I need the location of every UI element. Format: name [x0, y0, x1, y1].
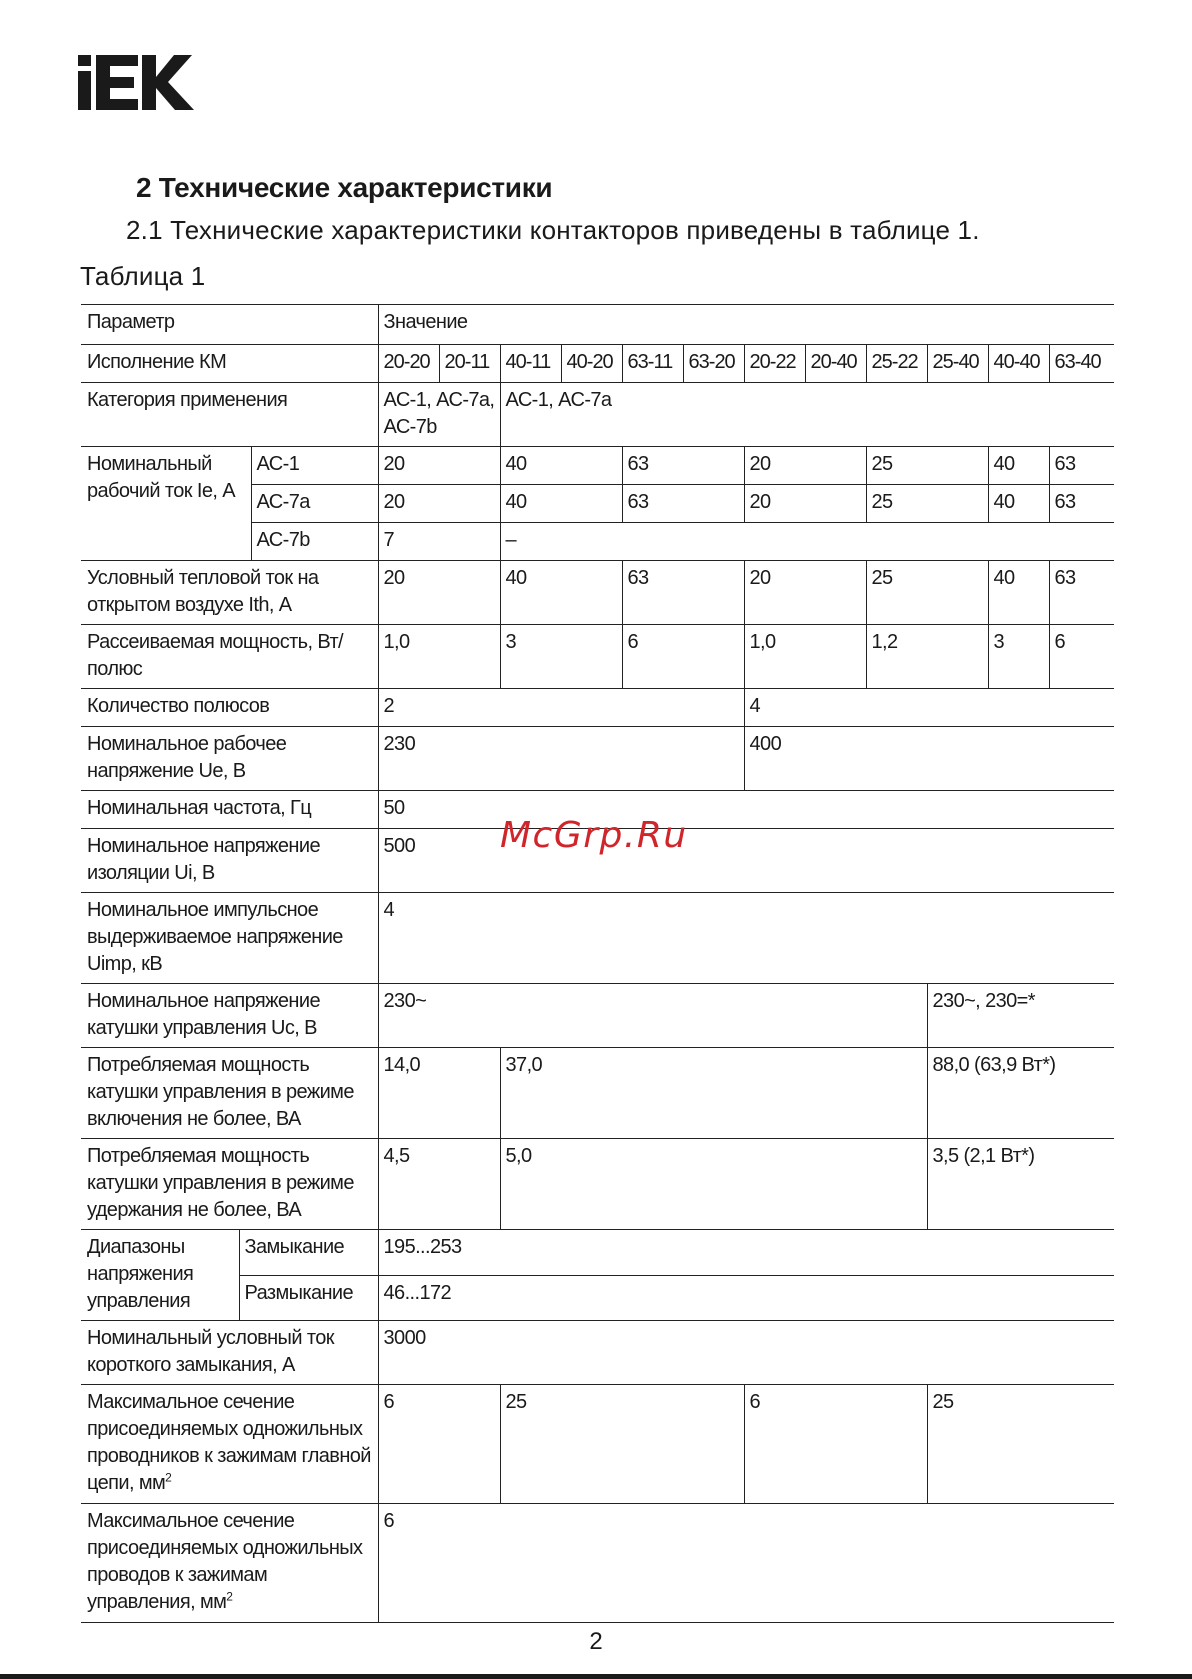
holding-power-row	[81, 1139, 1114, 1230]
control-wire-label	[81, 1504, 378, 1623]
version-cell: 63-40	[1049, 345, 1114, 383]
section-title: 2 Технические характеристики	[136, 172, 553, 203]
version-cell: 20-11	[439, 345, 500, 383]
value-cell: 63	[1049, 561, 1114, 625]
inrush-power-row	[81, 1048, 1114, 1139]
value-cell: 40	[988, 447, 1049, 485]
control-range-label: Диапазоны напряжения управления	[81, 1230, 239, 1321]
value-cell: 6	[1049, 625, 1114, 689]
version-cell: 63-11	[622, 345, 683, 383]
version-cell: 40-40	[988, 345, 1049, 383]
value-cell: 20	[378, 561, 500, 625]
value-cell: 7	[378, 523, 500, 561]
header-param: Параметр	[81, 305, 378, 345]
rated-current-sub: АС-7b	[251, 523, 378, 561]
table-header-row	[81, 305, 1114, 345]
unit-superscript: 2	[226, 1589, 233, 1604]
value-cell: 1,2	[866, 625, 988, 689]
bottom-rule	[0, 1674, 1192, 1679]
value-cell: –	[500, 523, 1114, 561]
value-cell: 1,0	[744, 625, 866, 689]
versions-label: Исполнение КМ	[81, 345, 378, 383]
control-wire-row	[81, 1504, 1114, 1623]
value-cell: 20	[744, 485, 866, 523]
value-cell: 63	[1049, 485, 1114, 523]
value-cell: 5,0	[500, 1139, 927, 1230]
value-cell: 230	[378, 727, 744, 791]
impulse-voltage-row	[81, 893, 1114, 984]
value-cell: 4	[744, 689, 1114, 727]
version-cell: 25-40	[927, 345, 988, 383]
coil-voltage-row	[81, 984, 1114, 1048]
version-cell: 20-22	[744, 345, 805, 383]
value-cell: 20	[378, 447, 500, 485]
table-caption: Таблица 1	[80, 261, 206, 291]
value-cell: 3,5 (2,1 Вт*)	[927, 1139, 1114, 1230]
thermal-current-label: Условный тепловой ток на открытом воздухе Ith, А	[81, 561, 378, 625]
coil-voltage-label: Номинальное напряжение катушки управления Uc, В	[81, 984, 378, 1048]
value-cell: 63	[622, 485, 744, 523]
version-cell: 63-20	[683, 345, 744, 383]
short-circuit-label: Номинальный условный ток короткого замыкания, А	[81, 1321, 378, 1385]
thermal-current-row	[81, 561, 1114, 625]
value-cell: 25	[866, 447, 988, 485]
value-cell: 4,5	[378, 1139, 500, 1230]
value-cell: 63	[622, 447, 744, 485]
value-cell: 4	[378, 893, 1114, 984]
category-row	[81, 383, 1114, 447]
value-cell: 46...172	[378, 1275, 1114, 1321]
value-cell: 20	[378, 485, 500, 523]
value-cell: 2	[378, 689, 744, 727]
value-cell: 20	[744, 447, 866, 485]
value-cell: 40	[988, 485, 1049, 523]
value-cell: 6	[622, 625, 744, 689]
value-cell: 14,0	[378, 1048, 500, 1139]
rated-current-sub: АС-7а	[251, 485, 378, 523]
control-open-label: Размыкание	[239, 1275, 378, 1321]
value-cell: 25	[927, 1385, 1114, 1504]
value-cell: 400	[744, 727, 1114, 791]
value-cell: 195...253	[378, 1230, 1114, 1276]
value-cell: 25	[500, 1385, 744, 1504]
version-cell: 25-22	[866, 345, 927, 383]
holding-power-label: Потребляемая мощность катушки управления в режиме удержания не более, ВА	[81, 1139, 378, 1230]
rated-current-label: Номинальный рабочий ток Ie, А	[81, 447, 251, 561]
value-cell: 40	[500, 561, 622, 625]
poles-label: Количество полюсов	[81, 689, 378, 727]
rated-voltage-row	[81, 727, 1114, 791]
value-cell: 25	[866, 561, 988, 625]
value-cell: 230~	[378, 984, 927, 1048]
value-cell: 230~, 230=*	[927, 984, 1114, 1048]
versions-row	[81, 345, 1114, 383]
iek-logo	[78, 55, 194, 110]
value-cell: 40	[500, 447, 622, 485]
frequency-label: Номинальная частота, Гц	[81, 791, 378, 829]
header-value: Значение	[378, 305, 1114, 345]
value-cell: 6	[744, 1385, 927, 1504]
value-cell: 40	[500, 485, 622, 523]
rated-current-sub: АС-1	[251, 447, 378, 485]
watermark: McGrp.Ru	[500, 815, 688, 856]
value-cell: 3	[500, 625, 622, 689]
short-circuit-row	[81, 1321, 1114, 1385]
value-cell: 3	[988, 625, 1049, 689]
version-cell: 20-40	[805, 345, 866, 383]
section-intro-text: 2.1 Технические характеристики контакторов приведены в таблице 1.	[126, 215, 980, 245]
value-cell: 88,0 (63,9 Вт*)	[927, 1048, 1114, 1139]
value-cell: 500	[378, 829, 1114, 893]
version-cell: 20-20	[378, 345, 439, 383]
value-cell: 20	[744, 561, 866, 625]
value-cell: 3000	[378, 1321, 1114, 1385]
poles-row	[81, 689, 1114, 727]
value-cell: 50	[378, 791, 1114, 829]
main-wire-label-text: Максимальное сечение присоединяемых одножильных проводников к зажимам главной цепи, мм	[87, 1391, 371, 1494]
value-cell: 6	[378, 1385, 500, 1504]
power-dissipation-row	[81, 625, 1114, 689]
inrush-power-label: Потребляемая мощность катушки управления в режиме включения не более, ВА	[81, 1048, 378, 1139]
value-cell: 37,0	[500, 1048, 927, 1139]
category-label: Категория применения	[81, 383, 378, 447]
value-cell: 25	[866, 485, 988, 523]
main-wire-row	[81, 1385, 1114, 1504]
control-close-label: Замыкание	[239, 1230, 378, 1276]
unit-superscript: 2	[165, 1470, 172, 1485]
page-number: 2	[589, 1628, 603, 1655]
insulation-voltage-label: Номинальное напряжение изоляции Ui, В	[81, 829, 378, 893]
value-cell: 1,0	[378, 625, 500, 689]
category-value: АС-1, АС-7а	[500, 383, 1114, 447]
power-dissipation-label: Рассеиваемая мощность, Вт/ полюс	[81, 625, 378, 689]
value-cell: 63	[1049, 447, 1114, 485]
rated-voltage-label: Номинальное рабочее напряжение Ue, В	[81, 727, 378, 791]
main-wire-label	[81, 1385, 378, 1504]
category-value: АС-1, АС-7а, АС-7b	[378, 383, 500, 447]
rated-current-row	[81, 447, 1114, 485]
impulse-voltage-label: Номинальное импульсное выдерживаемое напряжение Uimp, кВ	[81, 893, 378, 984]
value-cell: 63	[622, 561, 744, 625]
value-cell: 6	[378, 1504, 1114, 1623]
specifications-table	[81, 304, 1114, 1623]
value-cell: 40	[988, 561, 1049, 625]
version-cell: 40-20	[561, 345, 622, 383]
version-cell: 40-11	[500, 345, 561, 383]
control-range-row	[81, 1230, 1114, 1276]
control-wire-label-text: Максимальное сечение присоединяемых одножильных проводов к зажимам управления, мм	[87, 1510, 363, 1613]
